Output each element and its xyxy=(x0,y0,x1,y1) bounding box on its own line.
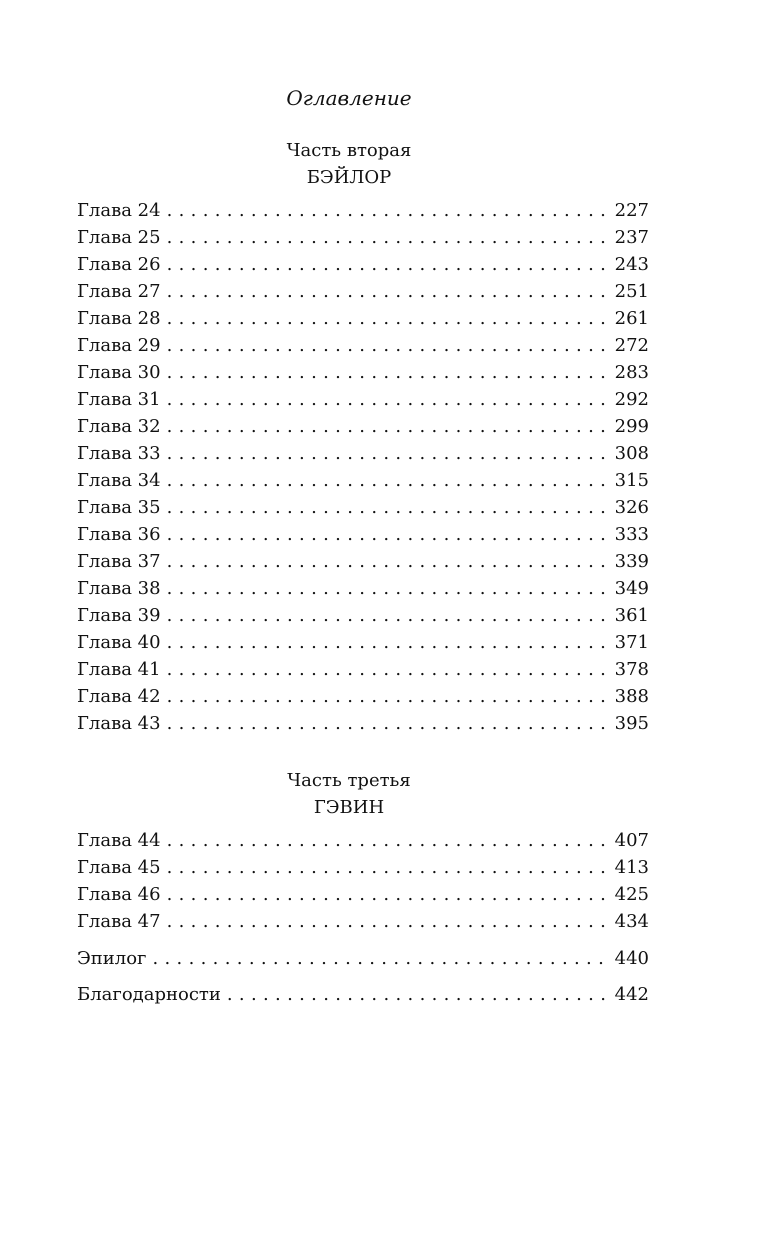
dot-leader xyxy=(167,494,609,521)
toc-entry-label: Глава 38 xyxy=(77,578,161,599)
toc-entry-page-number: 378 xyxy=(614,659,649,680)
toc-entry xyxy=(77,881,649,908)
toc-entry-label: Эпилог xyxy=(77,948,147,969)
part-two-title: Часть вторая xyxy=(286,140,412,161)
dot-leader xyxy=(167,386,609,413)
toc-entry-page-number: 371 xyxy=(614,632,649,653)
toc-entry-label: Глава 26 xyxy=(77,254,161,275)
toc-entry-label: Благодарности xyxy=(77,984,221,1005)
toc-entry xyxy=(77,629,649,656)
dot-leader xyxy=(167,278,609,305)
part-three-title: Часть третья xyxy=(287,770,411,791)
toc-entry-page-number: 251 xyxy=(614,281,649,302)
toc-entry-page-number: 361 xyxy=(614,605,649,626)
toc-entry-page-number: 292 xyxy=(614,389,649,410)
toc-entry-page-number: 333 xyxy=(614,524,649,545)
dot-leader xyxy=(167,602,609,629)
toc-entry-label: Глава 36 xyxy=(77,524,161,545)
toc-entry-page-number: 442 xyxy=(614,984,649,1005)
toc-entry xyxy=(77,332,649,359)
toc-entry-page-number: 308 xyxy=(614,443,649,464)
toc-entry xyxy=(77,854,649,881)
part-two-header xyxy=(0,137,698,191)
toc-entry-label: Глава 29 xyxy=(77,335,161,356)
toc-entry xyxy=(77,251,649,278)
toc-entry xyxy=(77,602,649,629)
toc-entry-label: Глава 39 xyxy=(77,605,161,626)
toc-entry xyxy=(77,359,649,386)
dot-leader xyxy=(167,827,609,854)
dot-leader xyxy=(152,945,608,972)
toc-entry-page-number: 395 xyxy=(614,713,649,734)
toc-entry-label: Глава 35 xyxy=(77,497,161,518)
toc-entry xyxy=(77,278,649,305)
toc-entry xyxy=(77,224,649,251)
toc-entry-page-number: 349 xyxy=(614,578,649,599)
dot-leader xyxy=(167,710,609,737)
toc-entry-page-number: 283 xyxy=(614,362,649,383)
dot-leader xyxy=(167,908,609,935)
dot-leader xyxy=(167,197,609,224)
toc-entry xyxy=(77,467,649,494)
dot-leader xyxy=(167,251,609,278)
dot-leader xyxy=(167,224,609,251)
toc-entry-page-number: 388 xyxy=(614,686,649,707)
toc-entry xyxy=(77,494,649,521)
toc-entry-label: Глава 46 xyxy=(77,884,161,905)
toc-entry-label: Глава 40 xyxy=(77,632,161,653)
part-three-entries xyxy=(77,827,649,935)
dot-leader xyxy=(167,332,609,359)
part-two-name: БЭЙЛОР xyxy=(306,167,392,188)
dot-leader xyxy=(167,548,609,575)
dot-leader xyxy=(167,881,609,908)
toc-entry xyxy=(77,908,649,935)
toc-entry-label: Глава 37 xyxy=(77,551,161,572)
toc-entry xyxy=(77,521,649,548)
toc-entry-label: Глава 42 xyxy=(77,686,161,707)
toc-entry-page-number: 326 xyxy=(614,497,649,518)
toc-entry-label: Глава 28 xyxy=(77,308,161,329)
toc-entry xyxy=(77,197,649,224)
part-three-header xyxy=(0,767,698,821)
toc-entry-page-number: 339 xyxy=(614,551,649,572)
toc-entry-label: Глава 24 xyxy=(77,200,161,221)
dot-leader xyxy=(167,629,609,656)
dot-leader xyxy=(167,440,609,467)
dot-leader xyxy=(167,683,609,710)
toc-entry-label: Глава 27 xyxy=(77,281,161,302)
dot-leader xyxy=(167,359,609,386)
part-three-name: ГЭВИН xyxy=(313,797,385,818)
toc-entry-page-number: 425 xyxy=(614,884,649,905)
toc-entry-label: Глава 44 xyxy=(77,830,161,851)
dot-leader xyxy=(167,305,609,332)
toc-entry-page-number: 237 xyxy=(614,227,649,248)
toc-entry xyxy=(77,575,649,602)
toc-entry-label: Глава 34 xyxy=(77,470,161,491)
toc-entry-label: Глава 25 xyxy=(77,227,161,248)
toc-entry xyxy=(77,981,649,1017)
toc-entry-page-number: 272 xyxy=(614,335,649,356)
toc-entry-page-number: 261 xyxy=(614,308,649,329)
toc-entry-page-number: 315 xyxy=(614,470,649,491)
part-two-entries xyxy=(77,197,649,737)
dot-leader xyxy=(167,413,609,440)
toc-entry xyxy=(77,413,649,440)
dot-leader xyxy=(227,981,609,1008)
toc-entry xyxy=(77,710,649,737)
toc-entry-label: Глава 31 xyxy=(77,389,161,410)
toc-entry xyxy=(77,305,649,332)
toc-entry-label: Глава 43 xyxy=(77,713,161,734)
toc-entry-page-number: 243 xyxy=(614,254,649,275)
toc-entry-label: Глава 41 xyxy=(77,659,161,680)
toc-entry-label: Глава 45 xyxy=(77,857,161,878)
back-matter-entries xyxy=(77,945,649,1017)
toc-entry xyxy=(77,683,649,710)
toc-entry-page-number: 299 xyxy=(614,416,649,437)
toc-entry xyxy=(77,440,649,467)
toc-entry-label: Глава 33 xyxy=(77,443,161,464)
toc-entry-page-number: 440 xyxy=(614,948,649,969)
toc-entry-page-number: 434 xyxy=(614,911,649,932)
toc-entry xyxy=(77,548,649,575)
toc-entry-page-number: 407 xyxy=(614,830,649,851)
toc-entry-label: Глава 32 xyxy=(77,416,161,437)
toc-entry xyxy=(77,827,649,854)
toc-entry-page-number: 227 xyxy=(614,200,649,221)
dot-leader xyxy=(167,575,609,602)
toc-entry-label: Глава 30 xyxy=(77,362,161,383)
toc-entry-page-number: 413 xyxy=(614,857,649,878)
dot-leader xyxy=(167,467,609,494)
toc-entry-label: Глава 47 xyxy=(77,911,161,932)
dot-leader xyxy=(167,656,609,683)
dot-leader xyxy=(167,521,609,548)
toc-entry xyxy=(77,656,649,683)
toc-heading: Оглавление xyxy=(286,86,412,110)
toc-entry xyxy=(77,945,649,981)
toc-entry xyxy=(77,386,649,413)
dot-leader xyxy=(167,854,609,881)
